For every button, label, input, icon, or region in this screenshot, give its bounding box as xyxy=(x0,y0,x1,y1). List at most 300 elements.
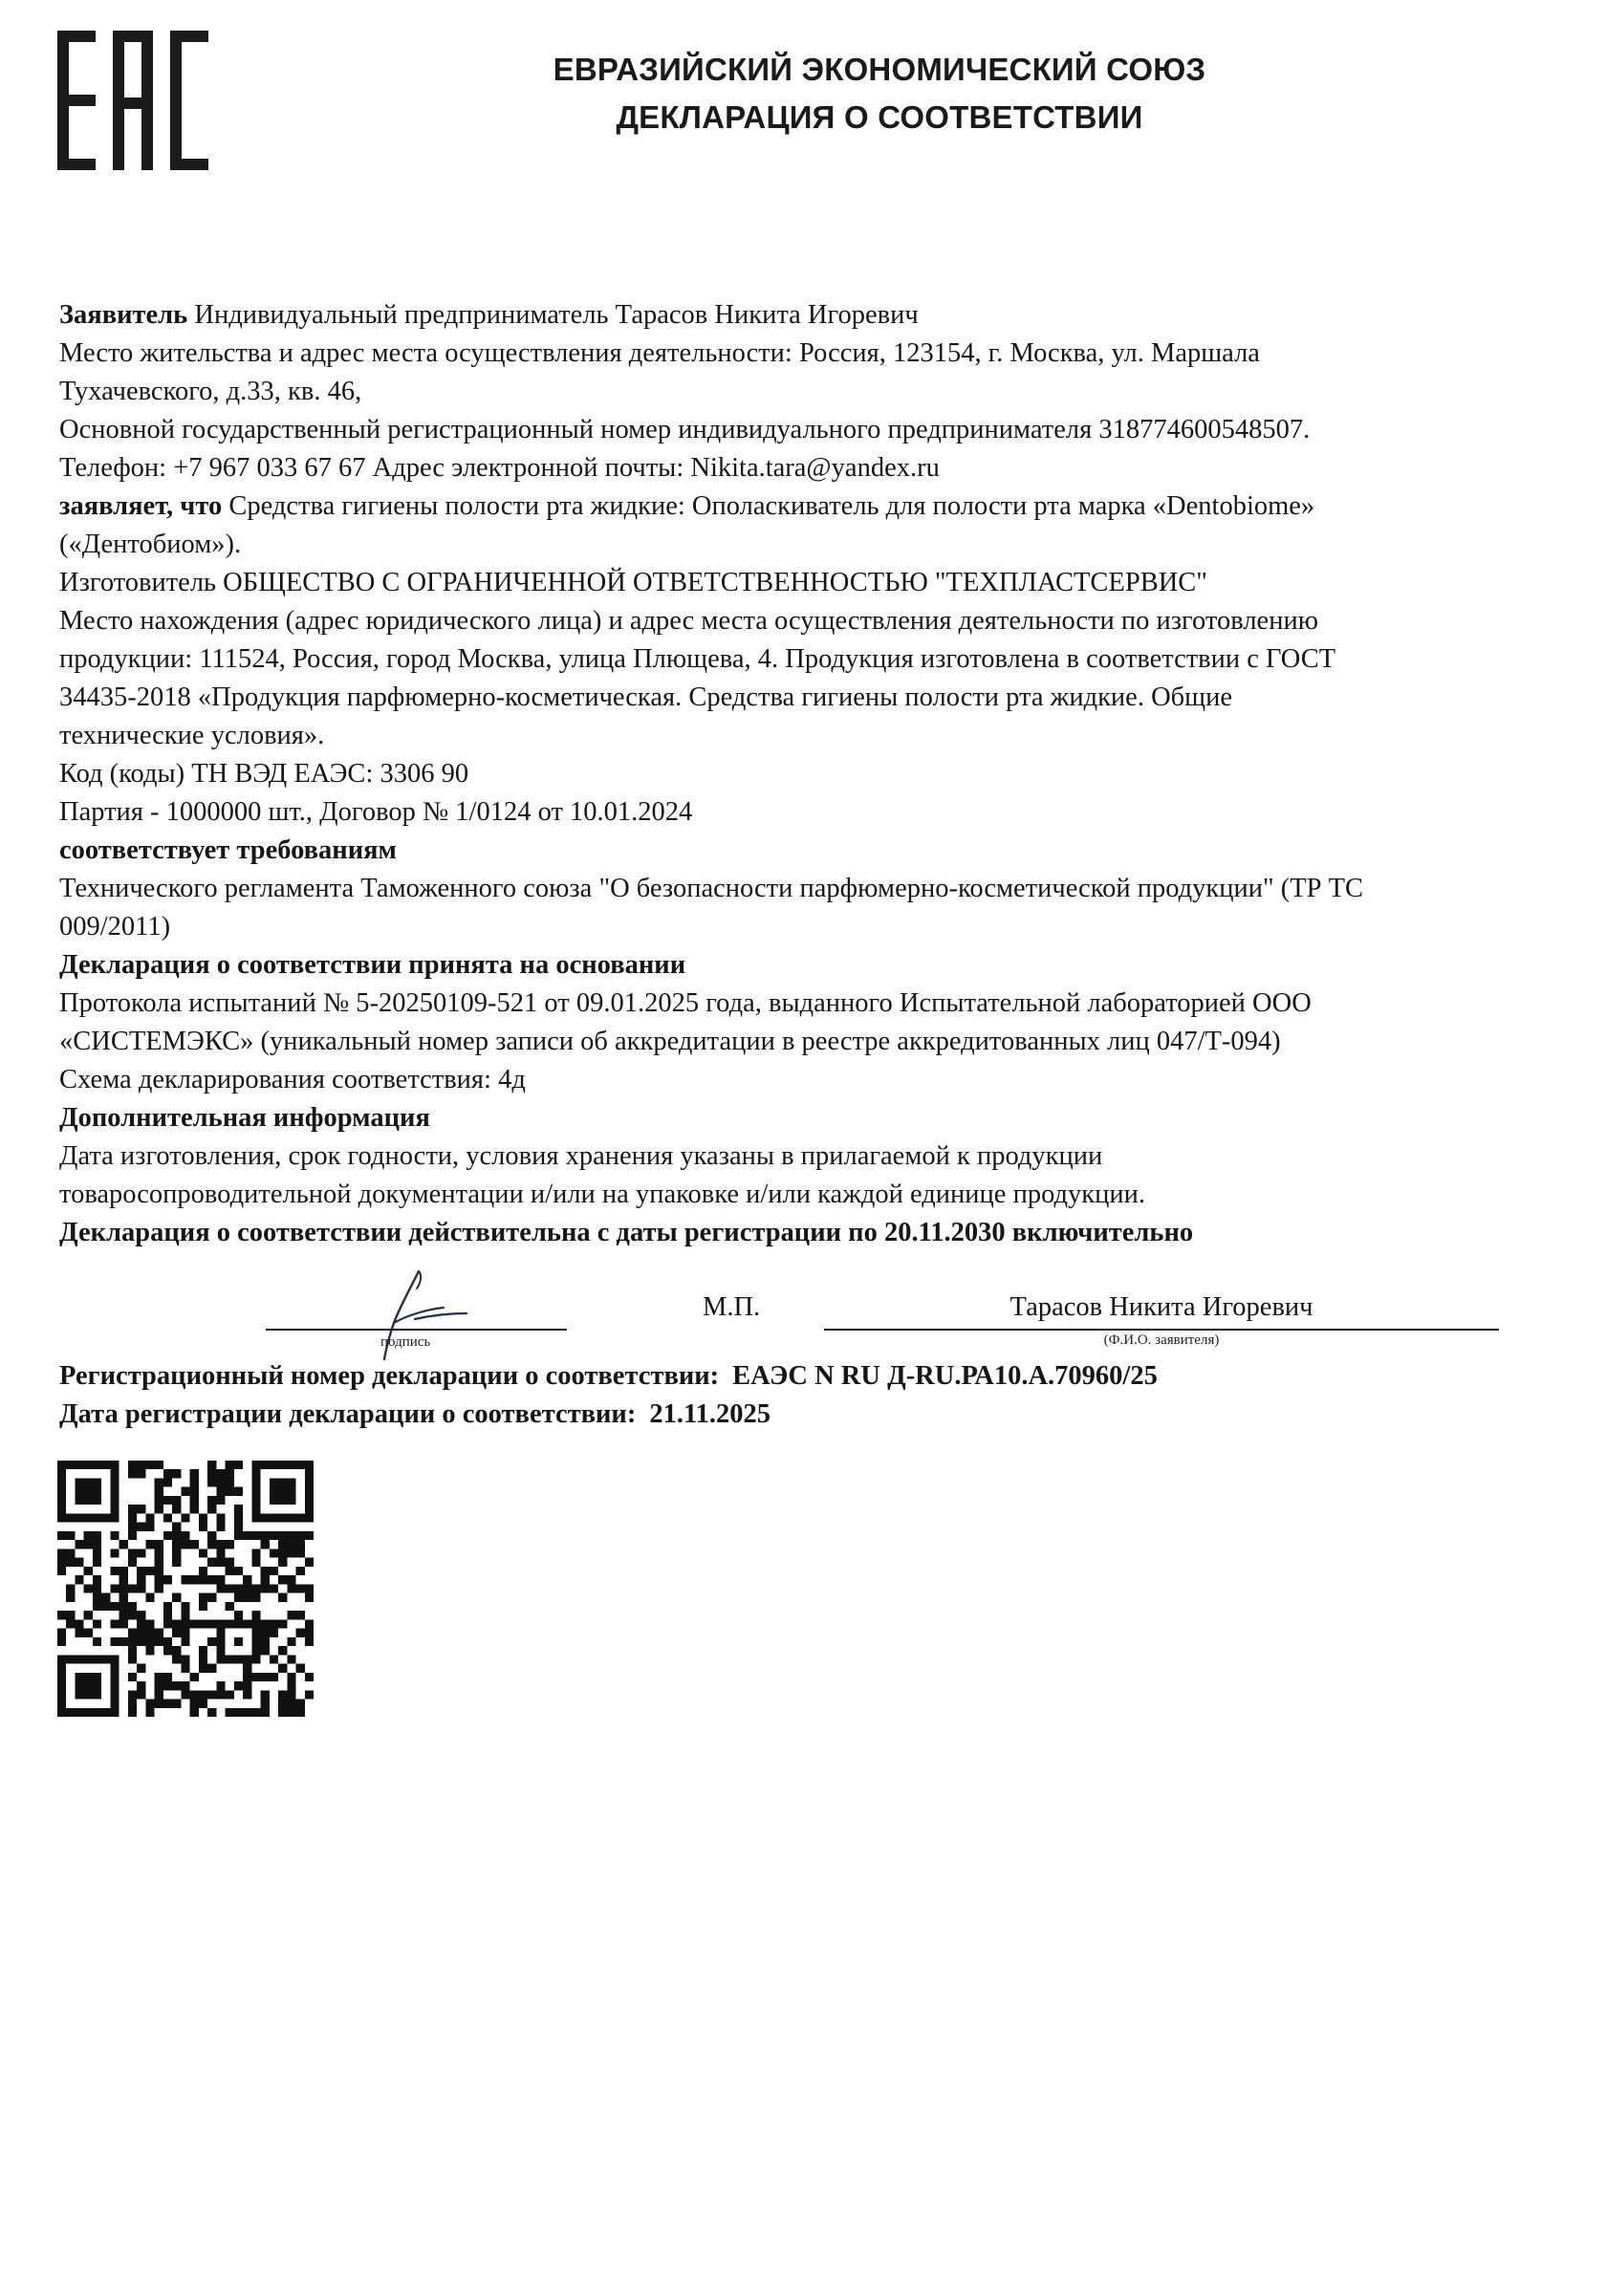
qr-module xyxy=(261,1575,270,1584)
qr-module xyxy=(278,1593,287,1602)
qr-module xyxy=(137,1575,145,1584)
qr-module xyxy=(251,1708,260,1717)
qr-module xyxy=(207,1708,216,1717)
qr-module xyxy=(190,1673,199,1681)
qr-module xyxy=(226,1708,234,1717)
manufacturer-line-3: продукции: 111524, Россия, город Москва, улица Плющева, 4. Продукция изготовлена в соответствии с ГОСТ xyxy=(59,644,1336,674)
qr-module xyxy=(110,1531,119,1540)
qr-module xyxy=(93,1531,101,1540)
qr-module xyxy=(207,1540,216,1549)
qr-module xyxy=(84,1673,93,1681)
qr-module xyxy=(243,1708,251,1717)
qr-module xyxy=(128,1611,137,1619)
qr-module xyxy=(75,1655,83,1663)
qr-module xyxy=(137,1629,145,1637)
qr-module xyxy=(207,1619,216,1628)
qr-module xyxy=(278,1700,287,1708)
qr-module xyxy=(128,1469,137,1478)
qr-module xyxy=(181,1611,189,1619)
qr-module xyxy=(110,1549,119,1557)
qr-module xyxy=(172,1646,181,1655)
qr-module xyxy=(270,1673,278,1681)
qr-module xyxy=(234,1637,243,1646)
qr-module xyxy=(57,1681,66,1690)
qr-module xyxy=(181,1637,189,1646)
qr-module xyxy=(57,1496,66,1505)
tnved-code: Код (коды) ТН ВЭД ЕАЭС: 3306 90 xyxy=(59,759,469,789)
qr-module xyxy=(305,1629,314,1637)
manufacturer-line-2: Место нахождения (адрес юридического лица) и адрес места осуществления деятельности по изготовлению xyxy=(59,606,1318,636)
qr-module xyxy=(137,1461,145,1469)
qr-module xyxy=(172,1629,181,1637)
basis-line-2: «СИСТЕМЭКС» (уникальный номер записи об аккредитации в реестре аккредитованных лиц 047/Т-094) xyxy=(59,1027,1281,1056)
qr-module xyxy=(234,1681,243,1690)
manufacturer-line-5: технические условия». xyxy=(59,721,325,750)
qr-module xyxy=(172,1540,181,1549)
qr-module xyxy=(75,1575,83,1584)
qr-module xyxy=(57,1611,66,1619)
qr-module xyxy=(199,1690,207,1699)
qr-module xyxy=(261,1513,270,1522)
qr-module xyxy=(57,1637,66,1646)
qr-module xyxy=(234,1593,243,1602)
qr-module xyxy=(128,1700,137,1708)
signature-caption: подпись xyxy=(380,1334,431,1350)
qr-module xyxy=(163,1700,172,1708)
qr-module xyxy=(216,1478,225,1486)
qr-module xyxy=(93,1496,101,1505)
qr-module xyxy=(155,1690,163,1699)
qr-module xyxy=(251,1531,260,1540)
qr-module xyxy=(101,1708,110,1717)
qr-module xyxy=(243,1664,251,1673)
qr-module xyxy=(216,1540,225,1549)
qr-module xyxy=(226,1619,234,1628)
qr-module xyxy=(190,1496,199,1505)
qr-module xyxy=(84,1708,93,1717)
qr-module xyxy=(137,1637,145,1646)
qr-module xyxy=(155,1540,163,1549)
qr-module xyxy=(93,1708,101,1717)
qr-module xyxy=(172,1549,181,1557)
qr-module xyxy=(261,1461,270,1469)
qr-module xyxy=(84,1461,93,1469)
qr-module xyxy=(270,1584,278,1592)
qr-module xyxy=(287,1575,295,1584)
qr-module xyxy=(251,1558,260,1567)
qr-module xyxy=(93,1681,101,1690)
qr-module xyxy=(190,1505,199,1513)
qr-module xyxy=(278,1664,287,1673)
qr-module xyxy=(163,1531,172,1540)
qr-module xyxy=(216,1487,225,1496)
qr-module xyxy=(234,1708,243,1717)
qr-module xyxy=(128,1523,137,1531)
qr-module xyxy=(181,1690,189,1699)
qr-module xyxy=(57,1469,66,1478)
qr-module xyxy=(128,1629,137,1637)
qr-module xyxy=(181,1531,189,1540)
qr-module xyxy=(163,1646,172,1655)
qr-module xyxy=(57,1531,66,1540)
qr-module xyxy=(270,1461,278,1469)
qr-module xyxy=(207,1637,216,1646)
qr-module xyxy=(251,1478,260,1486)
qr-module xyxy=(172,1558,181,1567)
qr-module xyxy=(57,1513,66,1522)
qr-module xyxy=(278,1558,287,1567)
qr-module xyxy=(172,1681,181,1690)
declaration-body xyxy=(59,296,1512,1214)
qr-module xyxy=(110,1513,119,1522)
qr-module xyxy=(226,1567,234,1575)
qr-module xyxy=(305,1531,314,1540)
qr-module xyxy=(207,1531,216,1540)
qr-module xyxy=(57,1708,66,1717)
qr-module xyxy=(66,1611,75,1619)
qr-module xyxy=(93,1575,101,1584)
qr-module xyxy=(57,1549,66,1557)
qr-module xyxy=(155,1681,163,1690)
qr-module xyxy=(234,1513,243,1522)
qr-module xyxy=(75,1540,83,1549)
qr-module xyxy=(216,1575,225,1584)
qr-module xyxy=(216,1646,225,1655)
qr-module xyxy=(119,1637,128,1646)
qr-module xyxy=(137,1523,145,1531)
qr-module xyxy=(75,1619,83,1628)
qr-module xyxy=(110,1655,119,1663)
qr-module xyxy=(57,1690,66,1699)
qr-module xyxy=(199,1602,207,1611)
qr-module xyxy=(128,1513,137,1522)
qr-module xyxy=(101,1593,110,1602)
qr-module xyxy=(251,1629,260,1637)
qr-module xyxy=(128,1531,137,1540)
qr-module xyxy=(287,1461,295,1469)
qr-module xyxy=(128,1461,137,1469)
applicant-contacts: Телефон: +7 967 033 67 67 Адрес электронной почты: Nikita.tara@yandex.ru xyxy=(59,453,940,483)
declares-line xyxy=(59,487,1512,526)
qr-module xyxy=(66,1549,75,1557)
qr-module xyxy=(226,1690,234,1699)
qr-module xyxy=(305,1461,314,1469)
applicant-address-2: Тухачевского, д.33, кв. 46, xyxy=(59,377,362,406)
qr-module xyxy=(155,1487,163,1496)
qr-module xyxy=(287,1690,295,1699)
qr-module xyxy=(296,1461,305,1469)
qr-module xyxy=(155,1461,163,1469)
basis-scheme: Схема декларирования соответствия: 4д xyxy=(59,1065,526,1094)
qr-module xyxy=(243,1673,251,1681)
fio-line xyxy=(824,1329,1499,1331)
qr-module xyxy=(93,1673,101,1681)
fio-caption: (Ф.И.О. заявителя) xyxy=(1103,1332,1220,1348)
qr-module xyxy=(234,1584,243,1592)
qr-module xyxy=(145,1523,154,1531)
conforms-heading: соответствует требованиям xyxy=(59,835,397,865)
qr-module xyxy=(137,1549,145,1557)
qr-module xyxy=(137,1690,145,1699)
qr-module xyxy=(84,1496,93,1505)
qr-module xyxy=(287,1700,295,1708)
qr-module xyxy=(119,1619,128,1628)
qr-module xyxy=(305,1673,314,1681)
batch-info: Партия - 1000000 шт., Договор № 1/0124 от 10.01.2024 xyxy=(59,797,693,827)
qr-module xyxy=(305,1487,314,1496)
qr-module xyxy=(93,1584,101,1592)
qr-module xyxy=(199,1700,207,1708)
qr-module xyxy=(145,1567,154,1575)
qr-module xyxy=(155,1700,163,1708)
qr-module xyxy=(84,1567,93,1575)
qr-module xyxy=(190,1700,199,1708)
qr-module xyxy=(207,1558,216,1567)
qr-module xyxy=(199,1593,207,1602)
qr-module xyxy=(305,1584,314,1592)
registration-number-value: ЕАЭС N RU Д-RU.РА10.А.70960/25 xyxy=(732,1361,1158,1391)
qr-module xyxy=(243,1619,251,1628)
qr-module xyxy=(216,1523,225,1531)
qr-module xyxy=(84,1629,93,1637)
qr-module xyxy=(190,1575,199,1584)
qr-module xyxy=(216,1469,225,1478)
qr-module xyxy=(199,1646,207,1655)
qr-module xyxy=(137,1567,145,1575)
qr-module xyxy=(110,1673,119,1681)
qr-module xyxy=(287,1681,295,1690)
qr-module xyxy=(145,1540,154,1549)
qr-module xyxy=(287,1487,295,1496)
qr-module xyxy=(287,1531,295,1540)
qr-module xyxy=(278,1646,287,1655)
qr-module xyxy=(110,1496,119,1505)
declares-text: Средства гигиены полости рта жидкие: Ополаскиватель для полости рта марка «Dentobiome» xyxy=(228,491,1315,521)
qr-module xyxy=(305,1619,314,1628)
qr-module xyxy=(207,1664,216,1673)
qr-module xyxy=(278,1531,287,1540)
qr-module xyxy=(137,1469,145,1478)
qr-module xyxy=(75,1681,83,1690)
qr-module xyxy=(128,1673,137,1681)
qr-module xyxy=(163,1602,172,1611)
qr-module xyxy=(155,1567,163,1575)
qr-module xyxy=(270,1567,278,1575)
applicant-line xyxy=(59,296,1512,335)
qr-module xyxy=(128,1637,137,1646)
qr-module xyxy=(155,1549,163,1557)
qr-module xyxy=(163,1637,172,1646)
declares-label: заявляет, что xyxy=(59,491,223,521)
qr-module xyxy=(57,1478,66,1486)
qr-module xyxy=(181,1513,189,1522)
qr-module xyxy=(57,1673,66,1681)
qr-module xyxy=(137,1681,145,1690)
qr-module xyxy=(155,1575,163,1584)
validity-statement: Декларация о соответствии действительна с даты регистрации по 20.11.2030 включительно xyxy=(59,1218,1194,1247)
qr-module xyxy=(199,1655,207,1663)
qr-module xyxy=(305,1593,314,1602)
qr-module xyxy=(137,1619,145,1628)
qr-module xyxy=(66,1708,75,1717)
qr-module xyxy=(243,1531,251,1540)
qr-module xyxy=(251,1469,260,1478)
qr-module xyxy=(278,1540,287,1549)
qr-module xyxy=(226,1461,234,1469)
qr-module xyxy=(251,1487,260,1496)
qr-module xyxy=(110,1584,119,1592)
qr-module xyxy=(181,1540,189,1549)
qr-module xyxy=(128,1708,137,1717)
qr-module xyxy=(75,1513,83,1522)
qr-module xyxy=(261,1584,270,1592)
qr-module xyxy=(93,1540,101,1549)
registration-date-label: Дата регистрации декларации о соответствии: xyxy=(59,1399,637,1429)
qr-module xyxy=(84,1487,93,1496)
qr-module xyxy=(216,1629,225,1637)
qr-module xyxy=(270,1496,278,1505)
qr-module xyxy=(251,1496,260,1505)
registration-number-row xyxy=(59,1357,1158,1396)
qr-module xyxy=(155,1629,163,1637)
additional-line-2: товаросопроводительной документации и/или на упаковке и/или каждой единице продукции. xyxy=(59,1180,1145,1209)
qr-module xyxy=(296,1549,305,1557)
qr-module xyxy=(199,1523,207,1531)
qr-module xyxy=(163,1619,172,1628)
qr-module xyxy=(261,1619,270,1628)
qr-module xyxy=(163,1611,172,1619)
qr-module xyxy=(57,1567,66,1575)
qr-module xyxy=(155,1505,163,1513)
qr-module xyxy=(251,1505,260,1513)
qr-module xyxy=(296,1567,305,1575)
title-union: ЕВРАЗИЙСКИЙ ЭКОНОМИЧЕСКИЙ СОЮЗ xyxy=(553,52,1206,87)
qr-module xyxy=(226,1558,234,1567)
qr-module xyxy=(101,1513,110,1522)
qr-module xyxy=(216,1619,225,1628)
qr-module xyxy=(93,1513,101,1522)
qr-module xyxy=(181,1681,189,1690)
qr-module xyxy=(101,1461,110,1469)
qr-module xyxy=(207,1505,216,1513)
qr-module xyxy=(172,1619,181,1628)
registration-block xyxy=(59,1357,1158,1434)
qr-module xyxy=(128,1558,137,1567)
qr-module xyxy=(261,1690,270,1699)
qr-module xyxy=(251,1673,260,1681)
qr-module xyxy=(110,1567,119,1575)
qr-module xyxy=(75,1708,83,1717)
qr-module xyxy=(93,1558,101,1567)
qr-module xyxy=(163,1496,172,1505)
qr-module xyxy=(226,1540,234,1549)
signature-line xyxy=(266,1329,567,1331)
qr-module xyxy=(305,1478,314,1486)
qr-module xyxy=(261,1629,270,1637)
qr-module xyxy=(75,1558,83,1567)
qr-module xyxy=(207,1575,216,1584)
qr-module xyxy=(261,1567,270,1575)
qr-module xyxy=(181,1655,189,1663)
qr-module xyxy=(278,1513,287,1522)
qr-module xyxy=(305,1496,314,1505)
qr-module xyxy=(57,1487,66,1496)
qr-module xyxy=(207,1469,216,1478)
qr-module xyxy=(296,1708,305,1717)
qr-module xyxy=(172,1505,181,1513)
qr-module xyxy=(199,1549,207,1557)
qr-module xyxy=(145,1700,154,1708)
qr-module xyxy=(101,1602,110,1611)
qr-module xyxy=(287,1540,295,1549)
qr-module xyxy=(296,1611,305,1619)
qr-module xyxy=(261,1673,270,1681)
qr-module xyxy=(287,1708,295,1717)
qr-module xyxy=(287,1584,295,1592)
qr-module xyxy=(251,1593,260,1602)
qr-module xyxy=(84,1690,93,1699)
qr-module xyxy=(75,1690,83,1699)
qr-module xyxy=(66,1461,75,1469)
qr-module xyxy=(251,1611,260,1619)
qr-module xyxy=(110,1708,119,1717)
qr-module xyxy=(66,1619,75,1628)
qr-module xyxy=(119,1602,128,1611)
qr-module xyxy=(128,1505,137,1513)
qr-module xyxy=(296,1584,305,1592)
qr-module xyxy=(172,1655,181,1663)
qr-module xyxy=(172,1531,181,1540)
qr-module xyxy=(234,1531,243,1540)
qr-module xyxy=(119,1575,128,1584)
qr-module xyxy=(163,1469,172,1478)
qr-module xyxy=(270,1619,278,1628)
qr-module xyxy=(278,1619,287,1628)
title-declaration: ДЕКЛАРАЦИЯ О СООТВЕТСТВИИ xyxy=(616,99,1143,135)
qr-module xyxy=(172,1523,181,1531)
qr-module xyxy=(234,1567,243,1575)
qr-module xyxy=(93,1478,101,1486)
qr-module xyxy=(278,1708,287,1717)
qr-module xyxy=(57,1629,66,1637)
qr-module xyxy=(155,1673,163,1681)
qr-module xyxy=(234,1655,243,1663)
qr-module xyxy=(243,1690,251,1699)
qr-module xyxy=(190,1478,199,1486)
qr-module xyxy=(190,1487,199,1496)
qr-module xyxy=(66,1655,75,1663)
qr-module xyxy=(296,1531,305,1540)
qr-module xyxy=(101,1655,110,1663)
manufacturer-line-4: 34435-2018 «Продукция парфюмерно-косметическая. Средства гигиены полости рта жидкие. Общие xyxy=(59,682,1233,712)
qr-module xyxy=(128,1549,137,1557)
qr-module xyxy=(226,1584,234,1592)
qr-module xyxy=(110,1681,119,1690)
qr-module xyxy=(216,1584,225,1592)
qr-module xyxy=(110,1461,119,1469)
qr-module xyxy=(261,1646,270,1655)
applicant-name: Индивидуальный предприниматель Тарасов Никита Игоревич xyxy=(194,300,919,330)
conforms-line-2: 009/2011) xyxy=(59,912,171,942)
qr-module xyxy=(84,1655,93,1663)
qr-module xyxy=(75,1629,83,1637)
qr-module xyxy=(190,1690,199,1699)
qr-module xyxy=(278,1690,287,1699)
qr-module xyxy=(163,1513,172,1522)
qr-module xyxy=(181,1487,189,1496)
registration-number-label: Регистрационный номер декларации о соответствии: xyxy=(59,1361,720,1391)
qr-module xyxy=(278,1549,287,1557)
